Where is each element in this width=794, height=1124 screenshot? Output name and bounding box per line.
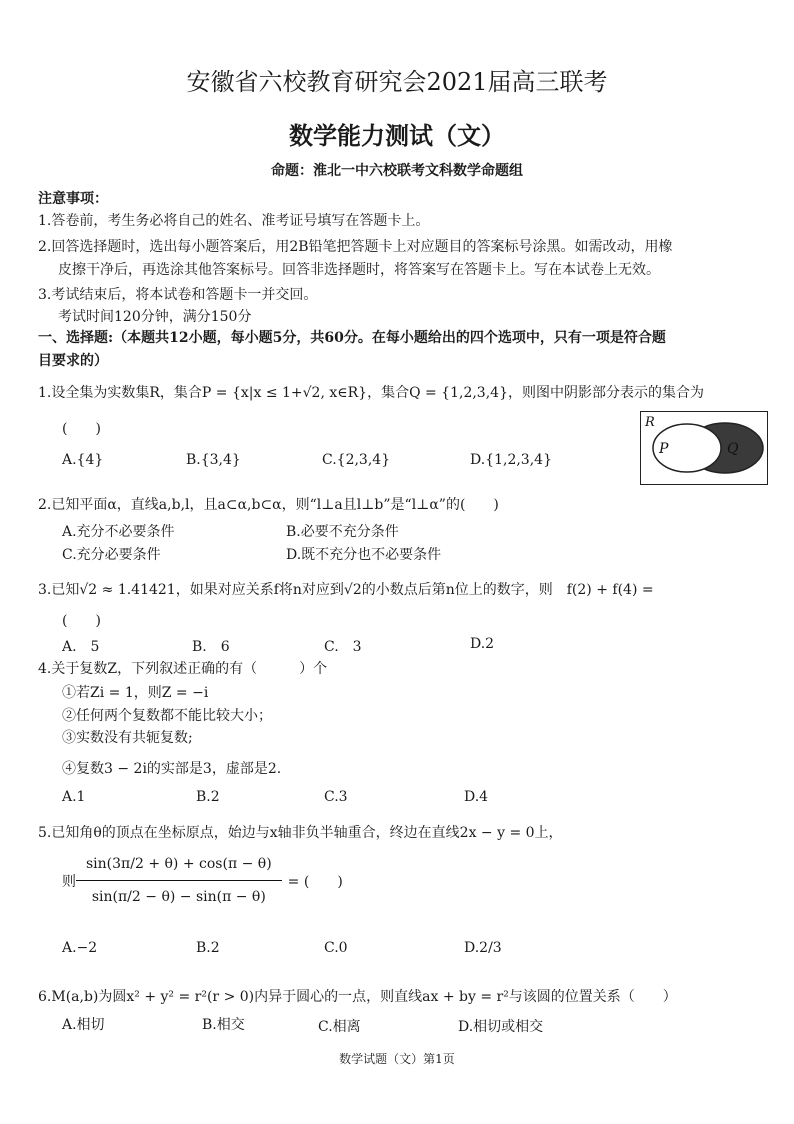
q6-option-c: C.相离 — [318, 1019, 361, 1035]
section-heading-cont: 目要求的） — [38, 353, 108, 369]
q5-fraction — [76, 852, 282, 909]
q4-option-a: A.1 — [62, 789, 86, 805]
q1-stem: 1.设全集为实数集R，集合P = {x|x ≤ 1+√2, x∈R}，集合Q = {1,2,3,4}，则图中阴影部分表示的集合为 — [38, 385, 704, 401]
q5-denominator: sin(π/2 − θ) − sin(π − θ) — [91, 889, 266, 905]
q2-option-b: B.必要不充分条件 — [286, 524, 399, 540]
q5-prefix: 则 — [62, 873, 76, 890]
venn-svg — [641, 412, 767, 484]
q2-option-a: A.充分不必要条件 — [62, 524, 175, 540]
q2-option-c: C.充分必要条件 — [62, 547, 161, 563]
q3-option-b: B. 6 — [192, 639, 230, 655]
q4-option-c: C.3 — [324, 789, 348, 805]
q3-option-d: D.2 — [470, 636, 495, 652]
q6-option-a: A.相切 — [62, 1017, 105, 1033]
page-footer: 数学试题（文）第1页 — [339, 1052, 455, 1066]
venn-label-q: Q — [727, 441, 739, 457]
note-item: 2.回答选择题时，选出每小题答案后，用2B铅笔把答题卡上对应题目的答案标号涂黑。如需改动，用橡 — [38, 239, 673, 255]
note-item: 3.考试结束后，将本试卷和答题卡一并交回。 — [38, 287, 318, 303]
q4-option-b: B.2 — [196, 789, 220, 805]
q4-item-3: ③实数没有共轭复数; — [62, 730, 193, 746]
venn-diagram — [640, 411, 768, 485]
q4-stem: 4.关于复数Z，下列叙述正确的有（ ）个 — [38, 661, 328, 677]
q5-numerator: sin(3π/2 + θ) + cos(π − θ) — [76, 852, 282, 881]
q5-expression — [62, 852, 343, 909]
notes-heading: 注意事项： — [38, 191, 108, 207]
q5-suffix: = ( ) — [287, 873, 343, 890]
q2-option-d: D.既不充分也不必要条件 — [286, 547, 442, 563]
q5-option-b: B.2 — [196, 940, 220, 956]
exam-title: 安徽省六校教育研究会2021届高三联考 — [186, 68, 608, 96]
venn-label-p: P — [659, 441, 669, 457]
exam-subtitle: 数学能力测试（文） — [289, 121, 505, 150]
note-item: 1.答卷前，考生务必将自己的姓名、准考证号填写在答题卡上。 — [38, 213, 430, 229]
q1-option-b: B.{3,4} — [186, 452, 241, 468]
q5-stem: 5.已知角θ的顶点在坐标原点，始边与x轴非负半轴重合，终边在直线2x − y = 0上， — [38, 825, 563, 841]
q5-option-d: D.2/3 — [464, 940, 502, 956]
q3-option-a: A. 5 — [62, 639, 100, 655]
q4-item-2: ②任何两个复数都不能比较大小； — [62, 708, 272, 724]
note-item: 皮擦干净后，再选涂其他答案标号。回答非选择题时，将答案写在答题卡上。写在本试卷上无效。 — [58, 262, 660, 278]
q4-option-d: D.4 — [464, 789, 489, 805]
section-heading: 一、选择题:（本题共12小题，每小题5分，共60分。在每小题给出的四个选项中，只有一项是符合题 — [38, 330, 666, 346]
q1-paren: ( ) — [62, 421, 101, 437]
q1-option-c: C.{2,3,4} — [322, 452, 391, 468]
q3-paren: ( ) — [62, 613, 101, 629]
q1-option-d: D.{1,2,3,4} — [470, 452, 552, 468]
q6-option-b: B.相交 — [202, 1017, 245, 1033]
venn-label-r: R — [645, 415, 655, 430]
q4-item-1: ①若Zi = 1，则Z = −i — [62, 685, 209, 701]
q6-option-d: D.相切或相交 — [458, 1019, 544, 1035]
exam-author: 命题：淮北一中六校联考文科数学命题组 — [271, 163, 523, 179]
q4-item-4: ④复数3 − 2i的实部是3，虚部是2. — [62, 761, 282, 777]
q3-option-c: C. 3 — [324, 639, 362, 655]
q6-stem: 6.M(a,b)为圆x² + y² = r²(r > 0)内异于圆心的一点，则直线ax + by = r²与该圆的位置关系（ ） — [38, 989, 677, 1005]
q3-stem: 3.已知√2 ≈ 1.41421，如果对应关系f将n对应到√2的小数点后第n位上的数字，则 f(2) + f(4) = — [38, 582, 654, 598]
q1-option-a: A.{4} — [62, 452, 104, 468]
q5-option-c: C.0 — [324, 940, 348, 956]
note-item: 考试时间120分钟，满分150分 — [58, 309, 252, 325]
q2-stem: 2.已知平面α，直线a,b,l，且a⊂α,b⊂α，则“l⊥a且l⊥b”是“l⊥α”的( ) — [38, 497, 499, 513]
q5-option-a: A.−2 — [62, 940, 98, 956]
